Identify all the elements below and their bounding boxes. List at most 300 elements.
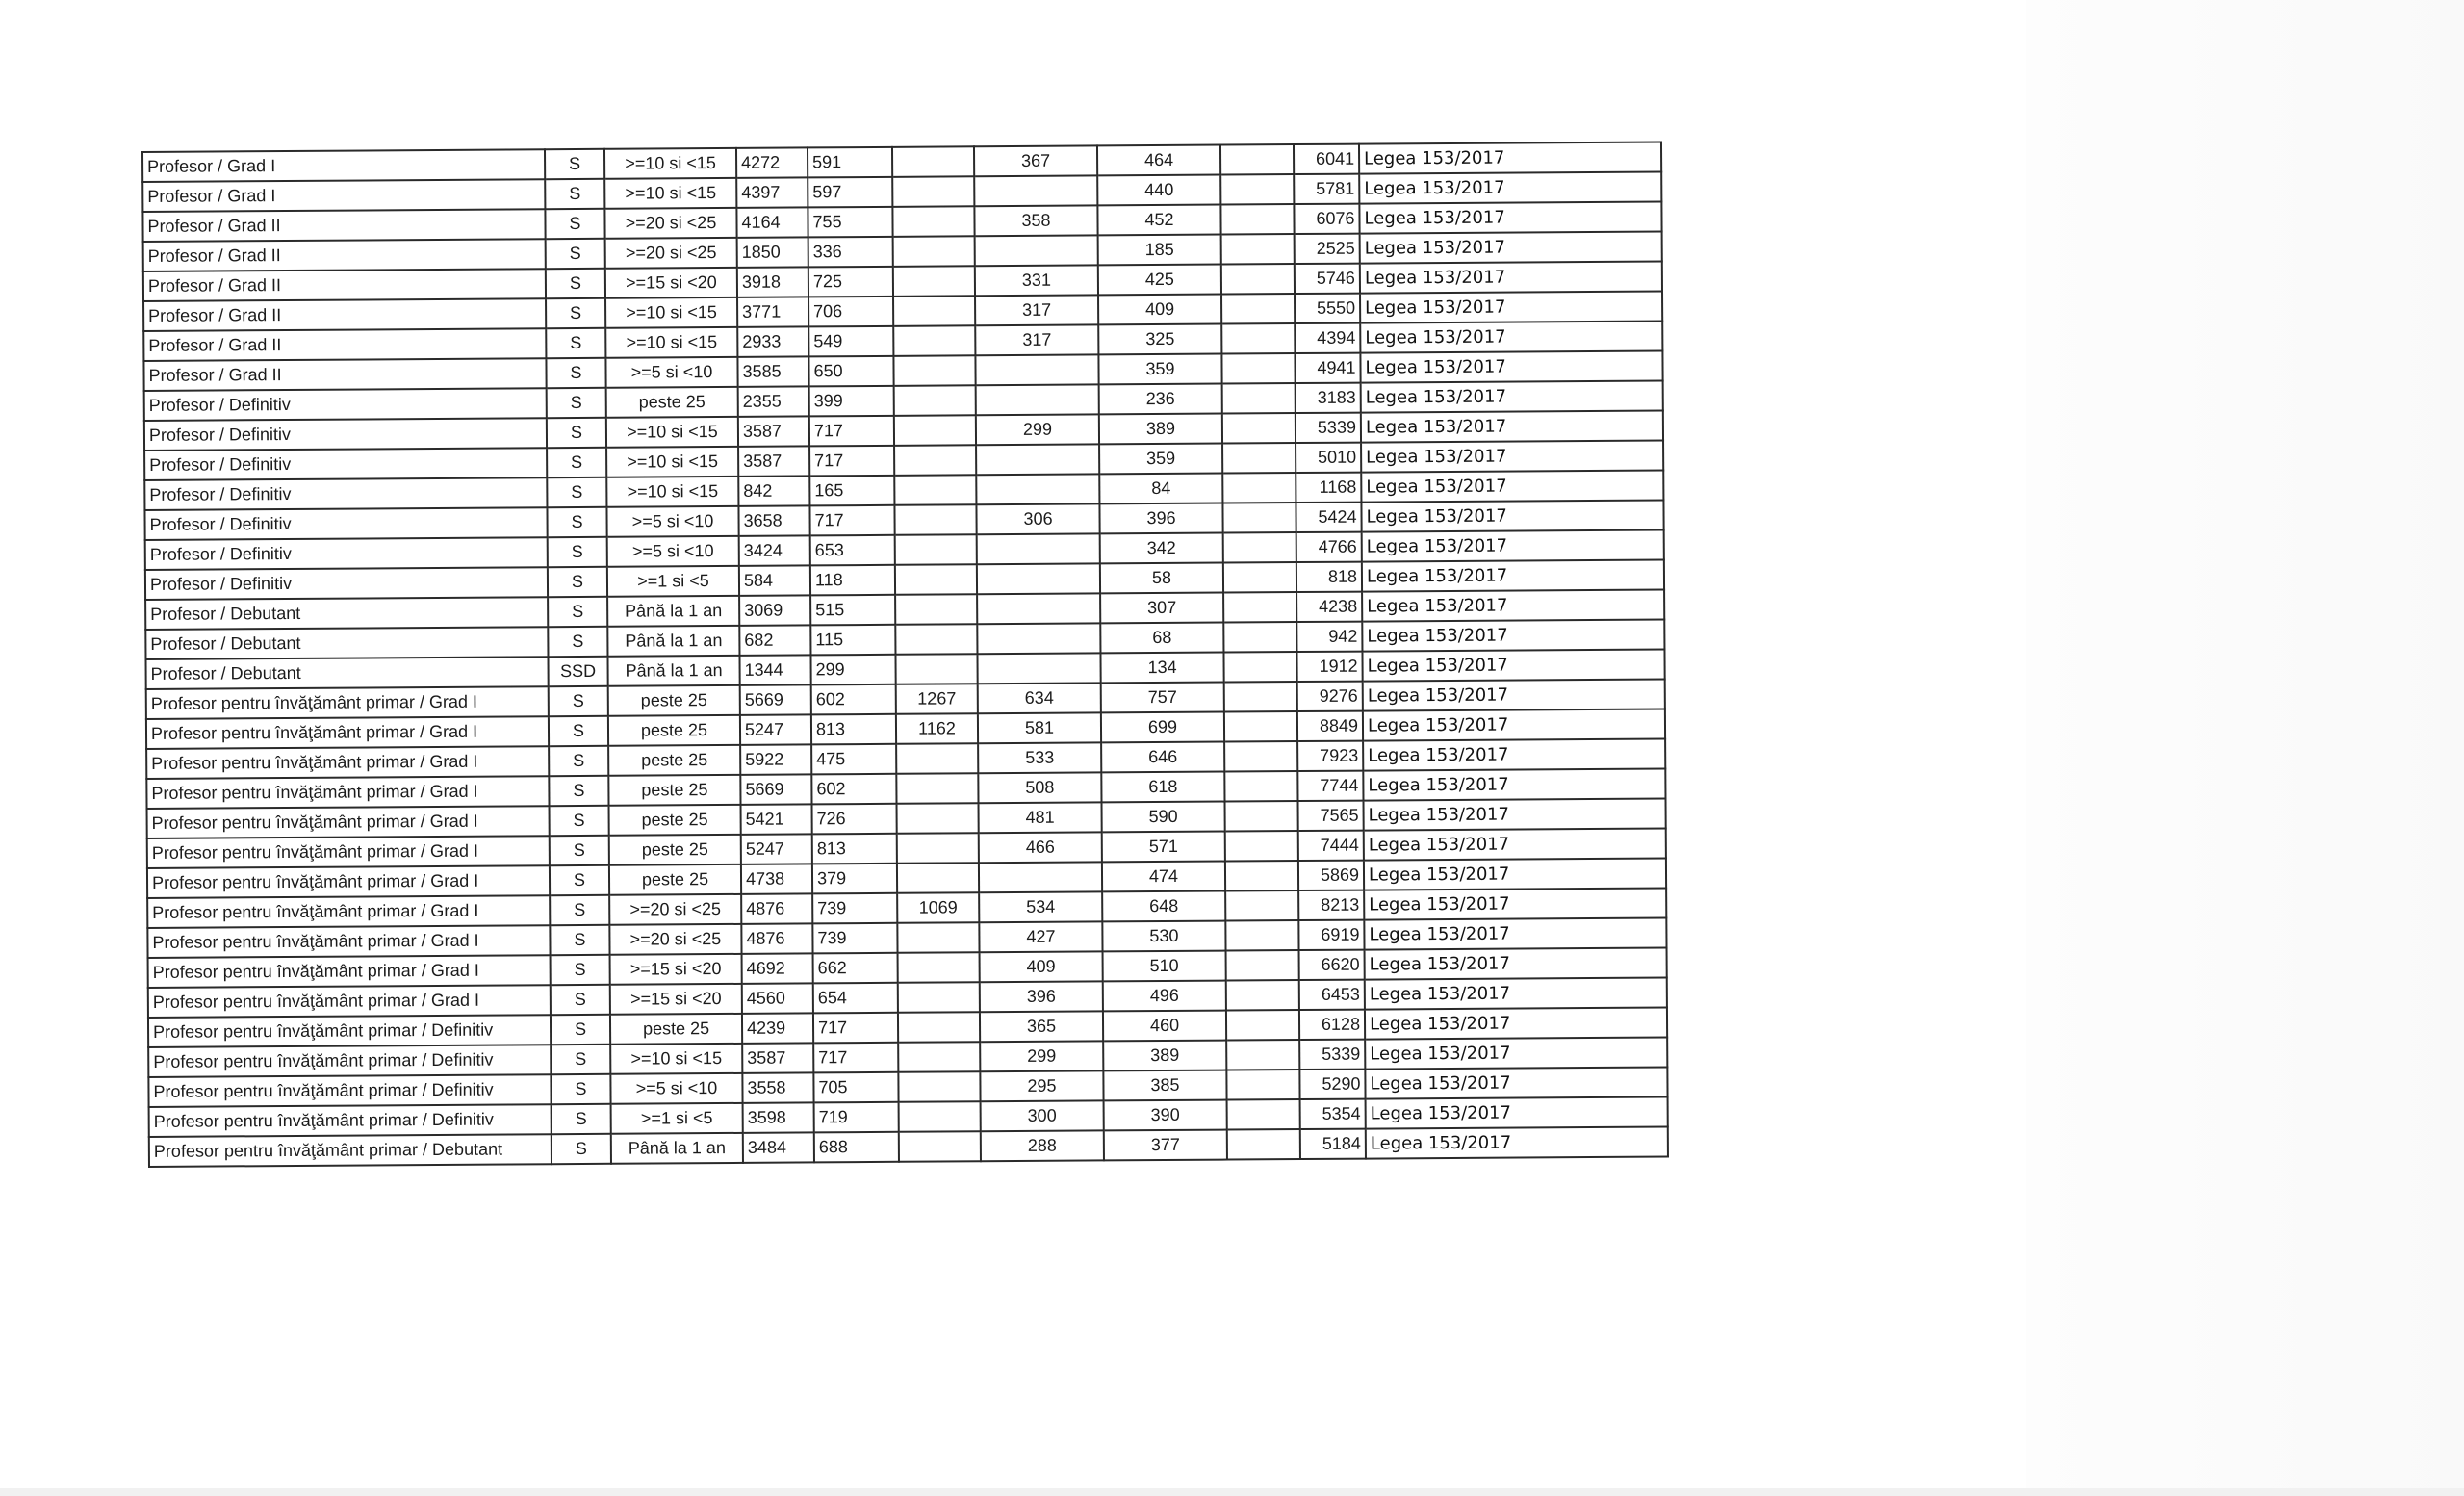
cell-total: 6919 [1298,920,1364,950]
cell-lege: Legea 153/2017 [1361,441,1663,473]
cell-spor-1: 688 [814,1132,899,1163]
cell-spor-1: 602 [811,684,896,715]
cell-spor-2 [895,564,977,595]
cell-vechime: >=20 si <25 [604,208,736,239]
cell-spor-4: 236 [1099,384,1222,415]
cell-spor-5 [1223,562,1296,593]
cell-total: 9276 [1297,682,1363,711]
cell-spor-5 [1226,950,1299,981]
cell-spor-1: 706 [808,297,893,327]
cell-spor-5 [1226,980,1299,1011]
cell-functie: Profesor pentru învăţământ primar / Definitiv [148,1074,551,1107]
cell-vechime: >=5 si <10 [610,1073,742,1104]
cell-spor-4: 530 [1102,921,1225,952]
cell-spor-2 [893,296,975,326]
cell-salariu-baza: 584 [739,565,810,595]
cell-studii: S [546,298,605,328]
cell-spor-5 [1223,592,1296,623]
cell-spor-3: 533 [978,742,1101,773]
cell-spor-5 [1222,383,1296,414]
cell-salariu-baza: 5421 [741,804,812,834]
cell-studii: S [551,985,610,1015]
cell-spor-2 [895,534,977,565]
cell-spor-1: 717 [813,1043,898,1073]
cell-spor-5 [1225,920,1298,951]
cell-salariu-baza: 4692 [742,953,813,983]
cell-vechime: peste 25 [609,835,741,865]
cell-studii: S [549,686,608,716]
cell-vechime: >=10 si <15 [604,148,736,179]
cell-spor-2 [899,1101,981,1132]
cell-lege: Legea 153/2017 [1360,322,1662,353]
cell-vechime: >=1 si <5 [607,566,739,597]
cell-spor-1: 755 [808,207,892,238]
cell-salariu-baza: 4397 [736,177,808,207]
cell-functie: Profesor pentru învăţământ primar / Definitiv [148,1045,551,1077]
cell-functie: Profesor / Grad II [143,269,546,301]
cell-lege: Legea 153/2017 [1362,530,1664,562]
cell-total: 5010 [1296,443,1361,473]
cell-salariu-baza: 4239 [742,1013,813,1043]
cell-spor-2 [894,385,976,416]
cell-salariu-baza: 5247 [741,834,812,864]
cell-vechime: >=5 si <10 [607,536,739,567]
cell-spor-3: 317 [975,295,1098,325]
cell-spor-5 [1225,861,1298,891]
cell-salariu-baza: 3424 [739,535,810,565]
cell-studii: S [549,746,608,776]
cell-studii: S [547,477,606,507]
cell-lege: Legea 153/2017 [1363,680,1665,711]
cell-spor-1: 739 [812,923,897,954]
cell-spor-2 [895,624,977,655]
cell-salariu-baza: 5669 [740,684,811,714]
cell-spor-4: 425 [1098,265,1221,296]
cell-total: 6076 [1294,204,1359,234]
cell-spor-4: 385 [1103,1070,1226,1101]
cell-total: 3183 [1296,383,1361,413]
cell-functie: Profesor / Definitiv [144,388,547,421]
cell-spor-4: 390 [1104,1100,1227,1131]
cell-spor-2 [893,236,975,267]
cell-spor-4: 474 [1102,862,1225,892]
scan-margin-shade [2026,0,2464,1496]
cell-salariu-baza: 4876 [741,893,812,923]
cell-salariu-baza: 3587 [738,446,809,476]
cell-spor-3: 300 [981,1100,1104,1131]
cell-salariu-baza: 4560 [742,983,813,1013]
cell-spor-4: 646 [1101,742,1224,773]
cell-spor-4: 496 [1103,981,1226,1012]
cell-spor-2 [892,146,974,177]
cell-spor-5 [1224,682,1297,712]
cell-functie: Profesor / Grad II [142,209,545,242]
cell-spor-1: 336 [808,237,893,268]
cell-lege: Legea 153/2017 [1361,471,1663,503]
cell-total: 5869 [1298,861,1364,890]
cell-total: 7444 [1298,831,1364,861]
cell-spor-4: 307 [1100,593,1223,624]
cell-functie: Profesor pentru învăţământ primar / Definitiv [149,1104,552,1137]
cell-functie: Profesor / Grad I [142,149,545,182]
cell-spor-2: 1069 [897,892,979,923]
cell-spor-3: 288 [981,1130,1104,1161]
cell-vechime: peste 25 [608,715,740,746]
cell-spor-4: 185 [1098,235,1221,266]
cell-spor-2 [898,952,980,983]
cell-spor-1: 118 [810,565,895,596]
cell-spor-4: 359 [1098,354,1221,385]
cell-spor-1: 726 [812,804,897,835]
cell-spor-2 [898,1042,980,1072]
cell-spor-3: 581 [978,712,1101,743]
cell-spor-5 [1223,532,1296,563]
cell-studii: S [550,925,609,955]
cell-lege: Legea 153/2017 [1361,411,1663,443]
cell-spor-3 [975,354,1098,385]
cell-studii: SSD [548,657,607,686]
cell-total: 6620 [1299,950,1365,980]
cell-functie: Profesor pentru învăţământ primar / Grad I [147,865,550,898]
cell-spor-1: 165 [809,476,894,506]
cell-studii: S [548,627,607,657]
cell-salariu-baza: 2933 [737,326,808,356]
cell-salariu-baza: 682 [739,625,810,655]
cell-spor-2 [896,743,978,774]
cell-functie: Profesor / Definitiv [145,537,548,570]
cell-spor-2 [896,773,978,804]
cell-total: 5424 [1296,503,1361,532]
cell-vechime: >=20 si <25 [605,238,737,269]
cell-studii: S [545,179,604,209]
cell-lege: Legea 153/2017 [1359,172,1661,204]
cell-total: 5339 [1296,413,1361,443]
cell-salariu-baza: 3069 [739,595,810,625]
cell-lege: Legea 153/2017 [1362,560,1664,592]
cell-studii: S [548,597,607,627]
cell-spor-1: 549 [808,326,893,357]
cell-spor-3: 634 [978,683,1101,713]
cell-spor-3: 409 [980,951,1103,982]
cell-spor-3 [977,653,1100,684]
cell-studii: S [546,328,605,358]
cell-spor-4: 389 [1099,414,1222,445]
cell-spor-2: 1162 [896,713,978,744]
cell-vechime: >=20 si <25 [609,924,741,955]
cell-total: 5781 [1294,174,1359,204]
cell-total: 5746 [1295,264,1360,294]
cell-lege: Legea 153/2017 [1365,1008,1667,1040]
cell-lege: Legea 153/2017 [1361,501,1663,532]
cell-spor-5 [1227,1129,1300,1160]
cell-spor-4: 648 [1102,891,1225,922]
cell-spor-5 [1224,741,1297,772]
salary-table [141,142,1669,1168]
cell-total: 5354 [1300,1099,1366,1129]
cell-vechime: >=15 si <20 [610,954,742,985]
cell-studii: S [546,358,605,388]
cell-studii: S [545,149,604,179]
cell-spor-2: 1267 [896,684,978,714]
cell-spor-3: 295 [980,1070,1103,1101]
cell-spor-4: 359 [1099,444,1222,475]
cell-lege: Legea 153/2017 [1363,769,1665,801]
cell-functie: Profesor / Definitiv [144,507,547,540]
cell-spor-2 [895,594,977,625]
cell-functie: Profesor pentru învăţământ primar / Grad I [147,806,550,838]
cell-spor-5 [1223,622,1296,653]
cell-studii: S [547,448,606,477]
cell-functie: Profesor / Definitiv [144,477,547,510]
cell-vechime: Până la 1 an [607,656,739,686]
cell-vechime: peste 25 [610,1014,742,1045]
cell-spor-5 [1220,204,1294,235]
cell-spor-2 [897,833,979,864]
cell-lege: Legea 153/2017 [1364,889,1666,920]
cell-lege: Legea 153/2017 [1364,918,1666,950]
cell-studii: S [550,836,609,865]
cell-total: 4766 [1296,532,1362,562]
cell-spor-3 [977,563,1100,594]
cell-spor-2 [893,266,975,297]
cell-spor-3: 306 [976,503,1099,534]
cell-total: 4394 [1295,323,1360,353]
cell-spor-2 [899,1131,981,1162]
cell-spor-1: 705 [813,1072,898,1103]
cell-vechime: >=10 si <15 [604,178,736,209]
cell-functie: Profesor / Definitiv [145,567,548,600]
cell-spor-1: 717 [813,1013,898,1044]
cell-total: 5290 [1299,1070,1365,1099]
cell-spor-4: 325 [1098,324,1221,355]
cell-studii: S [552,1104,611,1134]
cell-lege: Legea 153/2017 [1362,620,1664,652]
scan-bottom-edge [0,1488,2464,1496]
cell-studii: S [545,209,604,239]
cell-spor-1: 813 [811,714,896,745]
cell-vechime: >=10 si <15 [610,1044,742,1074]
cell-spor-2 [898,982,980,1013]
cell-spor-4: 618 [1101,772,1224,803]
cell-functie: Profesor / Grad II [143,358,546,391]
cell-lege: Legea 153/2017 [1365,1068,1667,1099]
cell-spor-3 [977,623,1100,654]
cell-total: 7923 [1297,741,1363,771]
cell-spor-4: 377 [1104,1130,1227,1161]
cell-studii: S [551,1015,610,1045]
cell-total: 8849 [1297,711,1363,741]
cell-functie: Profesor pentru învăţământ primar / Grad I [146,686,549,719]
cell-spor-2 [892,176,974,207]
cell-vechime: >=20 si <25 [609,894,741,925]
cell-functie: Profesor pentru învăţământ primar / Grad I [146,746,549,779]
cell-spor-1: 515 [810,595,895,626]
cell-spor-5 [1220,144,1294,175]
cell-lege: Legea 153/2017 [1366,1127,1668,1159]
cell-salariu-baza: 3558 [742,1072,813,1102]
cell-spor-3: 299 [980,1041,1103,1071]
cell-spor-5 [1224,771,1297,802]
cell-spor-2 [895,654,977,684]
cell-total: 5184 [1300,1129,1366,1159]
cell-spor-2 [897,863,979,893]
cell-salariu-baza: 3587 [742,1043,813,1072]
cell-spor-1: 399 [809,386,894,417]
cell-studii: S [548,567,607,597]
cell-vechime: >=10 si <15 [605,297,737,328]
cell-studii: S [549,776,608,806]
cell-vechime: peste 25 [609,864,741,895]
cell-spor-3: 299 [976,414,1099,445]
cell-lege: Legea 153/2017 [1365,948,1667,980]
cell-spor-1: 717 [809,446,894,477]
cell-salariu-baza: 5247 [740,714,811,744]
cell-vechime: peste 25 [608,685,740,716]
cell-spor-4: 409 [1098,295,1221,325]
cell-spor-3: 396 [980,981,1103,1012]
cell-spor-3: 427 [979,921,1102,952]
cell-total: 7744 [1297,771,1363,801]
cell-lege: Legea 153/2017 [1363,739,1665,771]
cell-vechime: >=15 si <20 [605,268,737,298]
cell-spor-3: 367 [974,145,1097,176]
salary-table-container [141,142,1669,1168]
cell-functie: Profesor pentru învăţământ primar / Grad I [147,836,550,868]
cell-lege: Legea 153/2017 [1364,799,1666,831]
cell-functie: Profesor pentru învăţământ primar / Debutant [149,1134,552,1167]
cell-spor-4: 389 [1103,1041,1226,1071]
cell-spor-3: 481 [979,802,1102,833]
cell-salariu-baza: 3918 [737,267,808,297]
cell-spor-1: 725 [808,267,893,297]
cell-functie: Profesor pentru învăţământ primar / Grad I [148,955,551,988]
cell-spor-5 [1223,652,1296,683]
cell-studii: S [551,1045,610,1074]
cell-spor-2 [898,1012,980,1043]
cell-spor-2 [894,415,976,446]
cell-spor-1: 719 [814,1102,899,1133]
cell-vechime: Până la 1 an [607,626,739,657]
cell-lege: Legea 153/2017 [1364,859,1666,890]
cell-spor-3 [974,175,1097,206]
cell-functie: Profesor pentru învăţământ primar / Grad I [146,716,549,749]
cell-vechime: >=10 si <15 [605,327,737,358]
cell-spor-1: 650 [808,356,893,387]
cell-total: 6041 [1294,144,1359,174]
cell-spor-4: 452 [1097,205,1220,236]
cell-total: 6453 [1299,980,1365,1010]
cell-studii: S [547,388,606,418]
cell-spor-4: 58 [1100,563,1223,594]
cell-spor-4: 84 [1099,474,1222,504]
cell-spor-5 [1225,890,1298,921]
cell-vechime: >=5 si <10 [605,357,737,388]
cell-salariu-baza: 3658 [738,505,809,535]
cell-functie: Profesor / Grad II [143,298,546,331]
cell-lege: Legea 153/2017 [1359,142,1661,174]
cell-functie: Profesor / Debutant [145,597,548,630]
cell-spor-3 [979,862,1102,892]
cell-spor-4: 396 [1099,503,1222,534]
cell-vechime: >=1 si <5 [611,1103,743,1134]
cell-spor-2 [893,325,975,356]
cell-functie: Profesor / Definitiv [144,418,547,451]
cell-vechime: >=15 si <20 [610,984,742,1015]
cell-spor-1: 115 [810,625,895,656]
cell-functie: Profesor / Grad II [143,239,546,271]
table-body [142,142,1668,1167]
cell-spor-1: 654 [813,983,898,1014]
cell-total: 942 [1296,622,1362,652]
cell-spor-2 [898,1071,980,1102]
cell-salariu-baza: 1850 [737,237,808,267]
cell-total: 818 [1296,562,1362,592]
cell-studii: S [552,1134,611,1164]
cell-spor-1: 591 [808,147,892,178]
cell-salariu-baza: 3771 [737,297,808,326]
cell-lege: Legea 153/2017 [1360,351,1662,383]
cell-lege: Legea 153/2017 [1365,1038,1667,1070]
cell-spor-5 [1226,1040,1299,1070]
cell-functie: Profesor pentru învăţământ primar / Definitiv [148,1015,551,1047]
cell-salariu-baza: 842 [738,476,809,505]
cell-spor-4: 510 [1103,951,1226,982]
cell-total: 1168 [1296,473,1361,503]
cell-total: 8213 [1298,890,1364,920]
cell-lege: Legea 153/2017 [1366,1097,1668,1129]
cell-total: 1912 [1296,652,1362,682]
cell-salariu-baza: 4272 [736,147,808,177]
cell-studii: S [550,865,609,895]
cell-spor-5 [1222,413,1296,444]
cell-salariu-baza: 3484 [743,1132,814,1162]
cell-spor-4: 68 [1100,623,1223,654]
cell-spor-4: 757 [1101,683,1224,713]
cell-spor-3: 508 [978,772,1101,803]
cell-functie: Profesor / Grad I [142,179,545,212]
cell-spor-5 [1227,1099,1300,1130]
cell-spor-5 [1222,503,1296,533]
cell-salariu-baza: 1344 [739,655,810,684]
cell-spor-5 [1226,1070,1299,1100]
cell-spor-5 [1224,711,1297,742]
cell-salariu-baza: 5922 [740,744,811,774]
cell-spor-3: 466 [979,832,1102,863]
cell-salariu-baza: 3598 [743,1102,814,1132]
cell-spor-1: 717 [809,505,894,536]
cell-spor-1: 379 [812,864,897,894]
cell-spor-3 [976,444,1099,475]
cell-spor-3: 534 [979,891,1102,922]
cell-spor-2 [897,803,979,834]
cell-salariu-baza: 4164 [736,207,808,237]
cell-lege: Legea 153/2017 [1360,292,1662,323]
cell-spor-4: 571 [1102,832,1225,863]
cell-spor-4: 134 [1100,653,1223,684]
cell-salariu-baza: 4738 [741,864,812,893]
cell-spor-3: 358 [974,205,1097,236]
cell-spor-1: 475 [811,744,896,775]
cell-functie: Profesor pentru învăţământ primar / Grad I [148,985,551,1018]
cell-vechime: Până la 1 an [607,596,739,627]
cell-studii: S [550,806,609,836]
cell-studii: S [548,537,607,567]
cell-spor-4: 464 [1097,145,1220,176]
cell-spor-4: 440 [1097,175,1220,206]
cell-spor-1: 597 [808,177,892,208]
cell-spor-4: 342 [1100,533,1223,564]
cell-spor-1: 813 [812,834,897,864]
